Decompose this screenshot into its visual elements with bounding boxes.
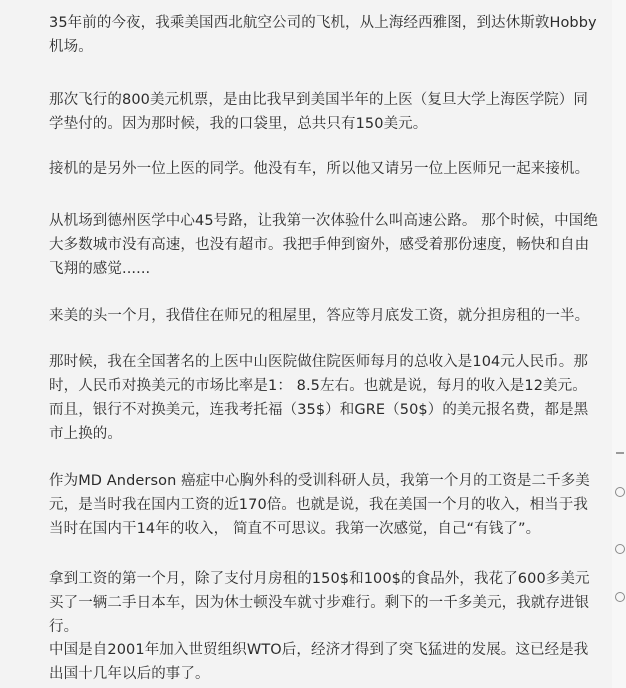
paragraph-pickup: 接机的是另外一位上医的同学。他没有车，所以他又请另一位上医师兄一起来接机。 <box>49 161 590 177</box>
edge-tool-icon[interactable] <box>616 452 624 454</box>
paragraph-car: 拿到工资的第一个月，除了支付月房租的150$和100$的食品外，我花了600多美元买了一辆二手日本车，因为休士顿没车就寸步难行。剩下的一千多美元，我就存进银行。 <box>49 571 590 635</box>
paragraph-arrival: 35年前的今夜，我乘美国西北航空公司的飞机，从上海经西雅图，到达休斯敦Hobby 机场。 <box>49 15 597 55</box>
edge-circle-icon[interactable] <box>615 544 625 554</box>
paragraph-highway: 从机场到德州医学中心45号路，让我第一次体验什么叫高速公路。 那个时候，中国绝大多数城市没有高速，也没有超市。我把手伸到窗外，感受着那份速度，畅快和自由飞翔的感觉...... <box>49 213 598 277</box>
paragraph-income: 那时候，我在全国著名的上医中山医院做住院医师每月的总收入是104元人民币。那时，人民币对换美元的市场比率是1： 8.5左右。也就是说，每月的收入是12美元。而且，银行不对换美元，连我考托福（35$）和GRE（50$）的美元报名费，都是黑市上换的。 <box>49 354 589 442</box>
edge-circle-icon[interactable] <box>615 487 625 497</box>
paragraph-wto: 中国是自2001年加入世贸组织WTO后，经济才得到了突飞猛进的发展。这已经是我出国十几年以后的事了。 <box>49 642 589 682</box>
paragraph-first-month: 来美的头一个月，我借住在师兄的租屋里，答应等月底发工资，就分担房租的一半。 <box>49 308 590 324</box>
paragraph-ticket: 那次飞行的800美元机票，是由比我早到美国半年的上医（复旦大学上海医学院）同学垫付的。因为那时候，我的口袋里，总共只有150美元。 <box>49 92 588 132</box>
right-edge-rail <box>612 0 626 688</box>
edge-circle-icon[interactable] <box>615 592 625 602</box>
paragraph-salary: 作为MD Anderson 癌症中心胸外科的受训科研人员，我第一个月的工资是二千多美元，是当时我在国内工资的近170倍。也就是说，我在美国一个月的收入，相当于我当时在国内干14年的收入， 简直不可思议。我第一次感觉，自己“有钱了”。 <box>49 473 590 537</box>
